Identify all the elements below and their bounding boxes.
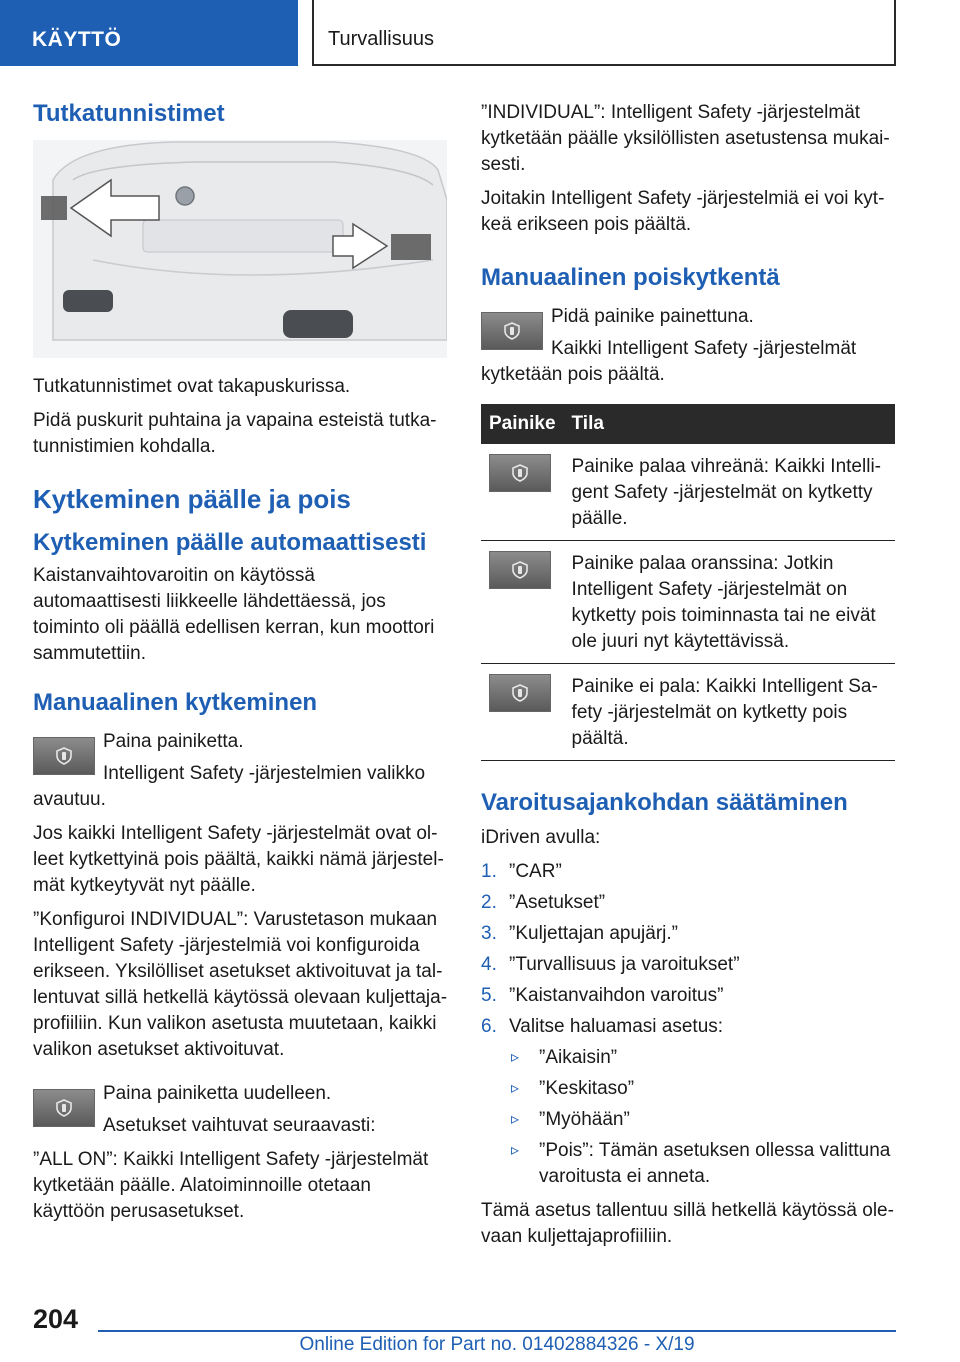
triangle-bullet-icon: ▹ (511, 1111, 520, 1128)
page-number: 204 (33, 1304, 79, 1334)
button-instruction-2 (33, 1081, 447, 1139)
left-column (33, 100, 447, 1233)
section-label: Turvallisuus (328, 28, 434, 50)
p-saved: Tämä asetus tallentuu sillä hetkellä käytössä olevaan kuljettajaprofiiliin. (481, 1200, 894, 1247)
intelligent-safety-button-icon (489, 551, 551, 589)
intelligent-safety-button-icon (489, 674, 551, 712)
state-cell: Painike ei pala: Kaikki Intelligent Safety -järjestelmät on kytketty pois päältä. (564, 664, 895, 761)
btn1-line1: Paina painiketta. (103, 731, 244, 752)
heading-timing: Varoitusajankohdan säätäminen (481, 789, 848, 816)
steps-list (481, 859, 895, 1190)
list-item: ▹ ”Myöhään” (509, 1107, 895, 1133)
p-sensors-2: Pidä puskurit puhtaina ja vapaina esteistä tutkatunnistimien kohdalla. (33, 410, 437, 457)
heading-manual-on: Manuaalinen kytkeminen (33, 689, 318, 716)
heading-manual-off: Manuaalinen poiskytkentä (481, 264, 780, 291)
p-idrive: iDriven avulla: (481, 827, 601, 848)
list-item: ▹ ”Pois”: Tämän asetuksen ollessa valittuna varoitusta ei anneta. (511, 1140, 891, 1187)
section-tab (312, 0, 896, 66)
p-manual-2: ”Konfiguroi INDIVIDUAL”: Varustetason mukaan Intelligent Safety -järjestelmiä voi konfiguroida erikseen. Yksilölliset asetukset aktivoituvat ja tallentuvat sillä hetkellä käytössä olevaan kuljettajaprofiiliin. Kun valikon asetusta muutetaan, kaikki valikon asetukset aktivoituvat. (33, 909, 448, 1060)
list-item: 2. ”Asetukset” (481, 892, 606, 913)
p-individual: ”INDIVIDUAL”: Intelligent Safety -järjestelmät kytketään päälle yksilöllisten asetustensa mukaisesti. (481, 102, 890, 175)
heading-auto: Kytkeminen päälle automaattisesti (33, 529, 427, 556)
button-instruction-3 (481, 304, 895, 388)
list-item: ▹ ”Aikaisin” (509, 1045, 895, 1071)
list-item: 6. Valitse haluamasi asetus: ▹ ”Aikaisin” ▹ ”Keskitaso” ▹ ”Myöhään” ▹ ”Pois”: Tämän asetuksen ollessa valittuna varoitusta ei anneta. (481, 1014, 895, 1190)
col-button: Painike (481, 404, 564, 444)
p-all-on: ”ALL ON”: Kaikki Intelligent Safety -järjestelmät kytketään päälle. Alatoiminnoille otetaan käyttöön perusasetukset. (33, 1149, 429, 1222)
p-some: Joitakin Intelligent Safety -järjestelmiä ei voi kytkeä erikseen pois päältä. (481, 188, 885, 235)
p-auto: Kaistanvaihtovaroitin on käytössä automaattisesti liikkeelle lähdettäessä, jos toiminto oli päällä edellisen kerran, kun moottori sammutettiin. (33, 565, 435, 664)
right-column (481, 100, 895, 1258)
btn3-line2: Kaikki Intelligent Safety -järjestelmät kytketään pois päältä. (481, 338, 857, 385)
col-state: Tila (564, 404, 895, 444)
list-item: ▹ ”Keskitaso” (509, 1076, 895, 1102)
heading-sensors: Tutkatunnistimet (33, 100, 225, 127)
table-header-row (481, 404, 895, 444)
btn1-line2: Intelligent Safety -järjestelmien valikko avautuu. (33, 763, 426, 810)
button-state-table (481, 404, 895, 761)
list-item: 3. ”Kuljettajan apujärj.” (481, 923, 678, 944)
state-cell: Painike palaa vihreänä: Kaikki Intelligent Safety -järjestelmät on kytketty päälle. (564, 444, 895, 541)
triangle-bullet-icon: ▹ (511, 1080, 520, 1097)
button-instruction-1 (33, 729, 447, 813)
triangle-bullet-icon: ▹ (511, 1142, 520, 1159)
p-manual-1: Jos kaikki Intelligent Safety -järjestelmät ovat olleet kytkettyinä pois päältä, kaikki nämä järjestelmät kytkeytyvät nyt päälle. (33, 823, 444, 896)
btn3-line1: Pidä painike painettuna. (551, 306, 754, 327)
list-item: 5. ”Kaistanvaihdon varoitus” (481, 985, 724, 1006)
heading-main: Kytkeminen päälle ja pois (33, 484, 351, 514)
p-sensors-1: Tutkatunnistimet ovat takapuskurissa. (33, 376, 351, 397)
triangle-bullet-icon: ▹ (511, 1049, 520, 1066)
rear-bumper-figure (33, 140, 447, 358)
footer-edition: Online Edition for Part no. 01402884326 - X/19 (299, 1334, 695, 1355)
intelligent-safety-button-icon (489, 454, 551, 492)
list-item: 4. ”Turvallisuus ja varoitukset” (481, 954, 740, 975)
btn2-line2: Asetukset vaihtuvat seuraavasti: (103, 1115, 376, 1136)
intelligent-safety-button-icon (33, 1089, 95, 1127)
substeps-list (509, 1045, 895, 1190)
state-cell: Painike palaa oranssina: Jotkin Intelligent Safety -järjestelmät on kytketty pois toiminnasta tai ne eivät ole juuri nyt käytettävissä. (564, 541, 895, 664)
footer-divider (98, 1330, 896, 1332)
table-row (481, 541, 895, 664)
table-row (481, 444, 895, 541)
btn2-line1: Paina painiketta uudelleen. (103, 1083, 332, 1104)
table-row (481, 664, 895, 761)
intelligent-safety-button-icon (33, 737, 95, 775)
chapter-label: KÄYTTÖ (32, 28, 122, 51)
chapter-tab (0, 0, 298, 66)
intelligent-safety-button-icon (481, 312, 543, 350)
car-rear-illustration (33, 140, 447, 358)
list-item: 1. ”CAR” (481, 861, 562, 882)
